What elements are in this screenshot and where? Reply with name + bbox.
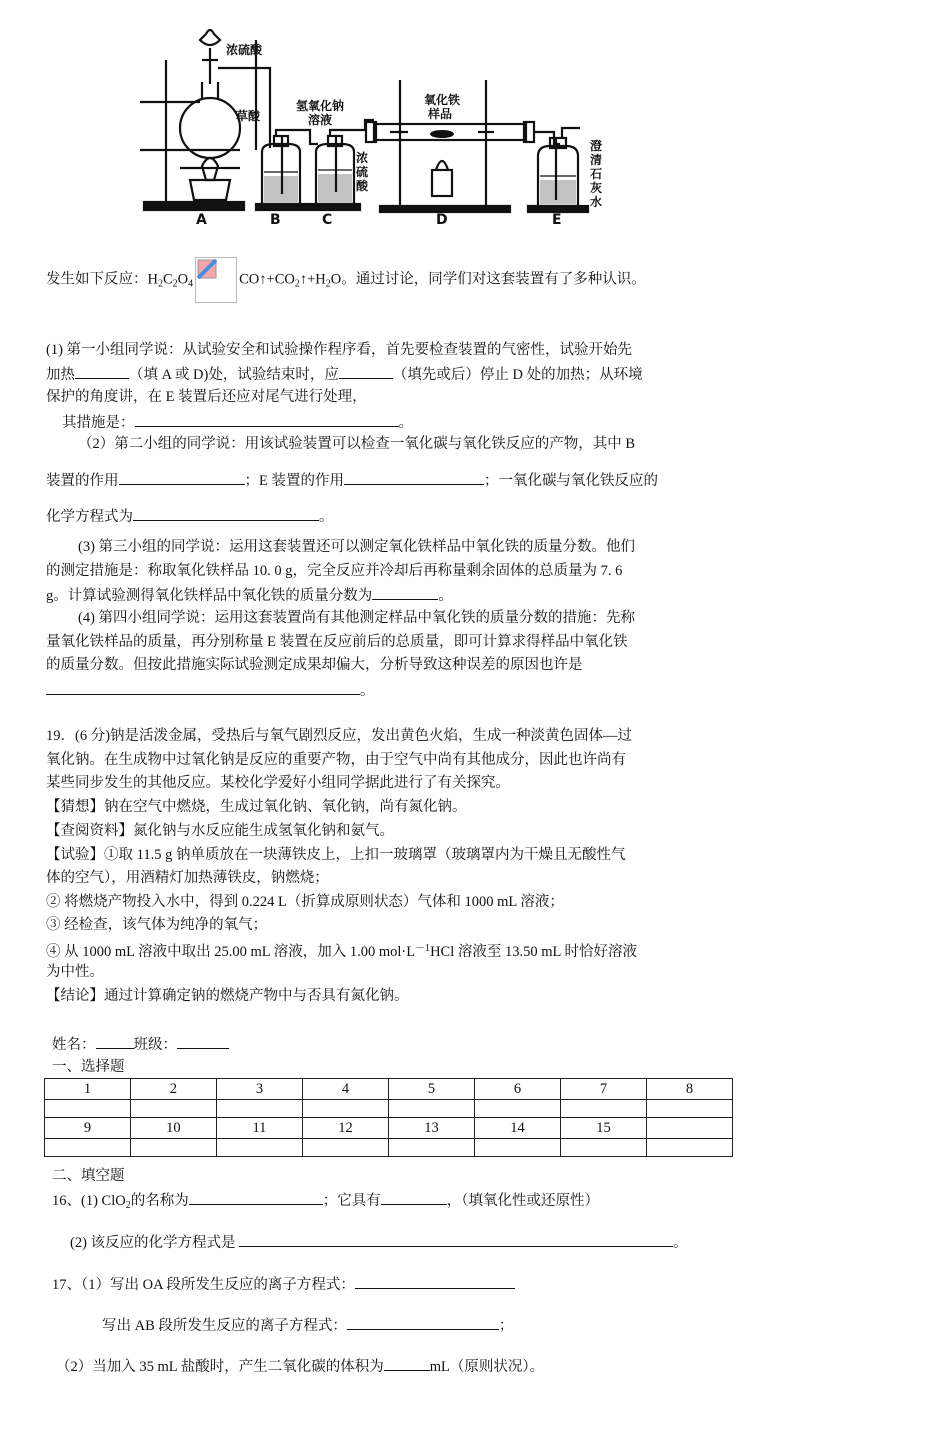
grid-label-7: 7 [561,1079,647,1100]
q19-line5: 【查阅资料】氮化钠与水反应能生成氢氧化钠和氨气。 [46,823,394,839]
answer-grid [44,1078,733,1157]
q1-line1: (1) 第一小组同学说：从试验安全和试验操作程序看，首先要检查装置的气密性，试验开始先 [46,342,633,358]
q2-blank-1[interactable] [119,470,245,485]
q19-line4: 【猜想】钠在空气中燃烧，生成过氧化钠、氧化钠，尚有氮化钠。 [46,799,467,815]
apparatus-diagram [130,20,620,230]
q19-line10: ④ 从 1000 mL 溶液中取出 25.00 mL 溶液，加入 1.00 $mol\cdot L^{-1}HCl$ 溶液至 13.50 mL 时恰好溶液 [46,943,637,960]
label-limewater-3: 石 [590,167,603,181]
q19-line6: 【试验】①取 11.5 g 钠单质放在一块薄铁皮上，上扣一玻璃罩（玻璃罩内为干燥且无酸性气 [46,847,626,863]
q4-line1: (4) 第四小组同学说：运用这套装置尚有其他测定样品中氧化铁的质量分数的措施：先称 [78,610,636,626]
q2-line2: 装置的作用 ；E 装置的作用 ；一氧化碳与氧化铁反应的 [46,470,658,491]
label-naoh-1: 氢氧化钠 [296,99,345,113]
q19-line12: 【结论】通过计算确定钠的燃烧产物中与否具有氮化钠。 [46,988,409,1004]
q2-line1: （2）第二小组的同学说：用该试验装置可以检查一氧化碳与氧化铁反应的产物，其中 B [78,436,636,452]
q1-blank-1[interactable] [75,364,129,379]
q3-line3: g。计算试验测得氧化铁样品中氧化铁的质量分数为 。 [46,585,453,606]
label-limewater-2: 清 [590,153,603,167]
reaction-line: 发生如下反应：$H_2C_2O_4$ $CO↑+CO_2↑+H_2O$。通过讨论，同学们对这套装置有了多种认识。 [46,257,646,303]
q1-blank-3[interactable] [135,412,399,427]
label-limewater-5: 水 [590,195,603,209]
label-letter-a: A [196,212,207,228]
q3-line1: (3) 第三小组的同学说：运用这套装置还可以测定氧化铁样品中氧化铁的质量分数。他们 [78,539,636,555]
section-fill-title: 二、填空题 [52,1168,125,1184]
q2-blank-2[interactable] [344,470,484,485]
answer-cell-12[interactable] [302,1139,388,1157]
label-letter-e: E [552,212,562,228]
label-oxalic-acid: 草酸 [236,109,261,123]
label-limewater-4: 灰 [590,181,603,195]
q19-line7: 体的空气），用酒精灯加热薄铁皮，钠燃烧； [46,870,329,886]
name-class-line: 姓名： 班级： [52,1034,229,1055]
answer-cell-11[interactable] [216,1139,302,1157]
answer-cell-1[interactable] [45,1100,131,1118]
answer-cell-8[interactable] [647,1100,733,1118]
q16-line2: (2) 该反应的化学方程式是 。 [70,1232,688,1253]
label-conc-sulfuric-acid: 浓硫酸 [226,43,263,57]
label-iron-oxide-2: 样品 [428,107,453,121]
q1-line4: 其措施是： 。 [62,412,413,433]
table-row [45,1100,733,1118]
label-iron-oxide-1: 氧化铁 [424,93,461,107]
name-field[interactable] [96,1034,134,1049]
q4-line3: 的质量分数。但按此措施实际试验测定成果却偏大，分析导致这种误差的原因也许是 [46,657,583,673]
q4-line4: 。 [46,680,375,701]
table-row [45,1139,733,1157]
grid-label-1: 1 [45,1079,131,1100]
q19-line3: 某些同步发生的其他反应。某校化学爱好小组同学据此进行了有关探究。 [46,775,510,791]
q17-blank-2[interactable] [347,1315,499,1330]
answer-cell-9[interactable] [45,1139,131,1157]
grid-label-14: 14 [474,1118,560,1139]
table-row [45,1079,733,1100]
grid-label-11: 11 [216,1118,302,1139]
q3-line2: 的测定措施是：称取氧化铁样品 10. 0 g，完全反应并冷却后再称量剩余固体的总质量为 7. 6 [46,563,623,579]
answer-cell-10[interactable] [130,1139,216,1157]
q19-line2: 氧化钠。在生成物中过氧化钠是反应的重要产物，由于空气中尚有其他成分，因此也许尚有 [46,752,626,768]
answer-cell-13[interactable] [388,1139,474,1157]
label-naoh-2: 溶液 [308,113,333,127]
q2-blank-3[interactable] [133,506,319,521]
label-limewater-1: 澄 [590,139,603,153]
q16-blank-2[interactable] [381,1190,447,1205]
q17-blank-1[interactable] [355,1274,515,1289]
q2-line3: 化学方程式为 。 [46,506,334,527]
answer-cell-6[interactable] [474,1100,560,1118]
grid-label-empty [647,1118,733,1139]
label-letter-d: D [436,212,448,228]
answer-cell-4[interactable] [302,1100,388,1118]
q1-line2: 加热 （填 A 或 D)处，试验结束时，应 （填先或后）停止 D 处的加热；从环境 [46,364,643,385]
grid-label-12: 12 [302,1118,388,1139]
q17-line3: （2）当加入 35 mL 盐酸时，产生二氧化碳的体积为 mL（原则状况）。 [56,1356,544,1377]
q16-line1: 16、(1) ClO$_2$的名称为 ；它具有 ，（填氧化性或还原性） [52,1190,599,1216]
answer-cell-15[interactable] [561,1139,647,1157]
q4-line2: 量氧化铁样品的质量，再分别称量 E 装置在反应前后的总质量，即可计算求得样品中氧化铁 [46,634,628,650]
q19-line8: ② 将燃烧产物投入水中，得到 0.224 L（折算成原则状态）气体和 1000 mL 溶液； [46,894,564,910]
answer-cell-2[interactable] [130,1100,216,1118]
q17-line2: 写出 AB 段所发生反应的离子方程式： ； [102,1315,513,1336]
q19-line11: 为中性。 [46,964,104,980]
q3-blank-1[interactable] [372,585,438,600]
q1-line3: 保护的角度讲，在 E 装置后还应对尾气进行处理， [46,389,367,405]
q19-line9: ③ 经检查，该气体为纯净的氧气； [46,917,268,933]
class-field[interactable] [177,1034,229,1049]
grid-label-15: 15 [561,1118,647,1139]
grid-label-5: 5 [388,1079,474,1100]
answer-cell-14[interactable] [474,1139,560,1157]
answer-cell-7[interactable] [561,1100,647,1118]
label-conc-acid-2: 硫 [356,165,369,179]
broken-image-icon [195,257,237,303]
q19-line1: 19．(6 分)钠是活泼金属，受热后与氧气剧烈反应，发出黄色火焰，生成一种淡黄色固体—过 [46,728,633,744]
grid-label-9: 9 [45,1118,131,1139]
grid-label-3: 3 [216,1079,302,1100]
q16-blank-3[interactable] [239,1232,673,1247]
grid-label-6: 6 [474,1079,560,1100]
grid-label-8: 8 [647,1079,733,1100]
label-letter-c: C [322,212,333,228]
q4-blank-1[interactable] [46,680,360,695]
answer-cell-3[interactable] [216,1100,302,1118]
q17-blank-3[interactable] [384,1356,430,1371]
q1-blank-2[interactable] [339,364,393,379]
q17-line1: 17、（1）写出 OA 段所发生反应的离子方程式： [52,1274,515,1295]
label-conc-acid-3: 酸 [356,179,369,193]
q16-blank-1[interactable] [189,1190,323,1205]
answer-cell-16[interactable] [647,1139,733,1157]
label-letter-b: B [270,212,281,228]
label-conc-acid-1: 浓 [356,151,369,165]
answer-cell-5[interactable] [388,1100,474,1118]
grid-label-2: 2 [130,1079,216,1100]
section-choice-title: 一、选择题 [52,1059,125,1075]
grid-label-13: 13 [388,1118,474,1139]
grid-label-4: 4 [302,1079,388,1100]
grid-label-10: 10 [130,1118,216,1139]
table-row [45,1118,733,1139]
